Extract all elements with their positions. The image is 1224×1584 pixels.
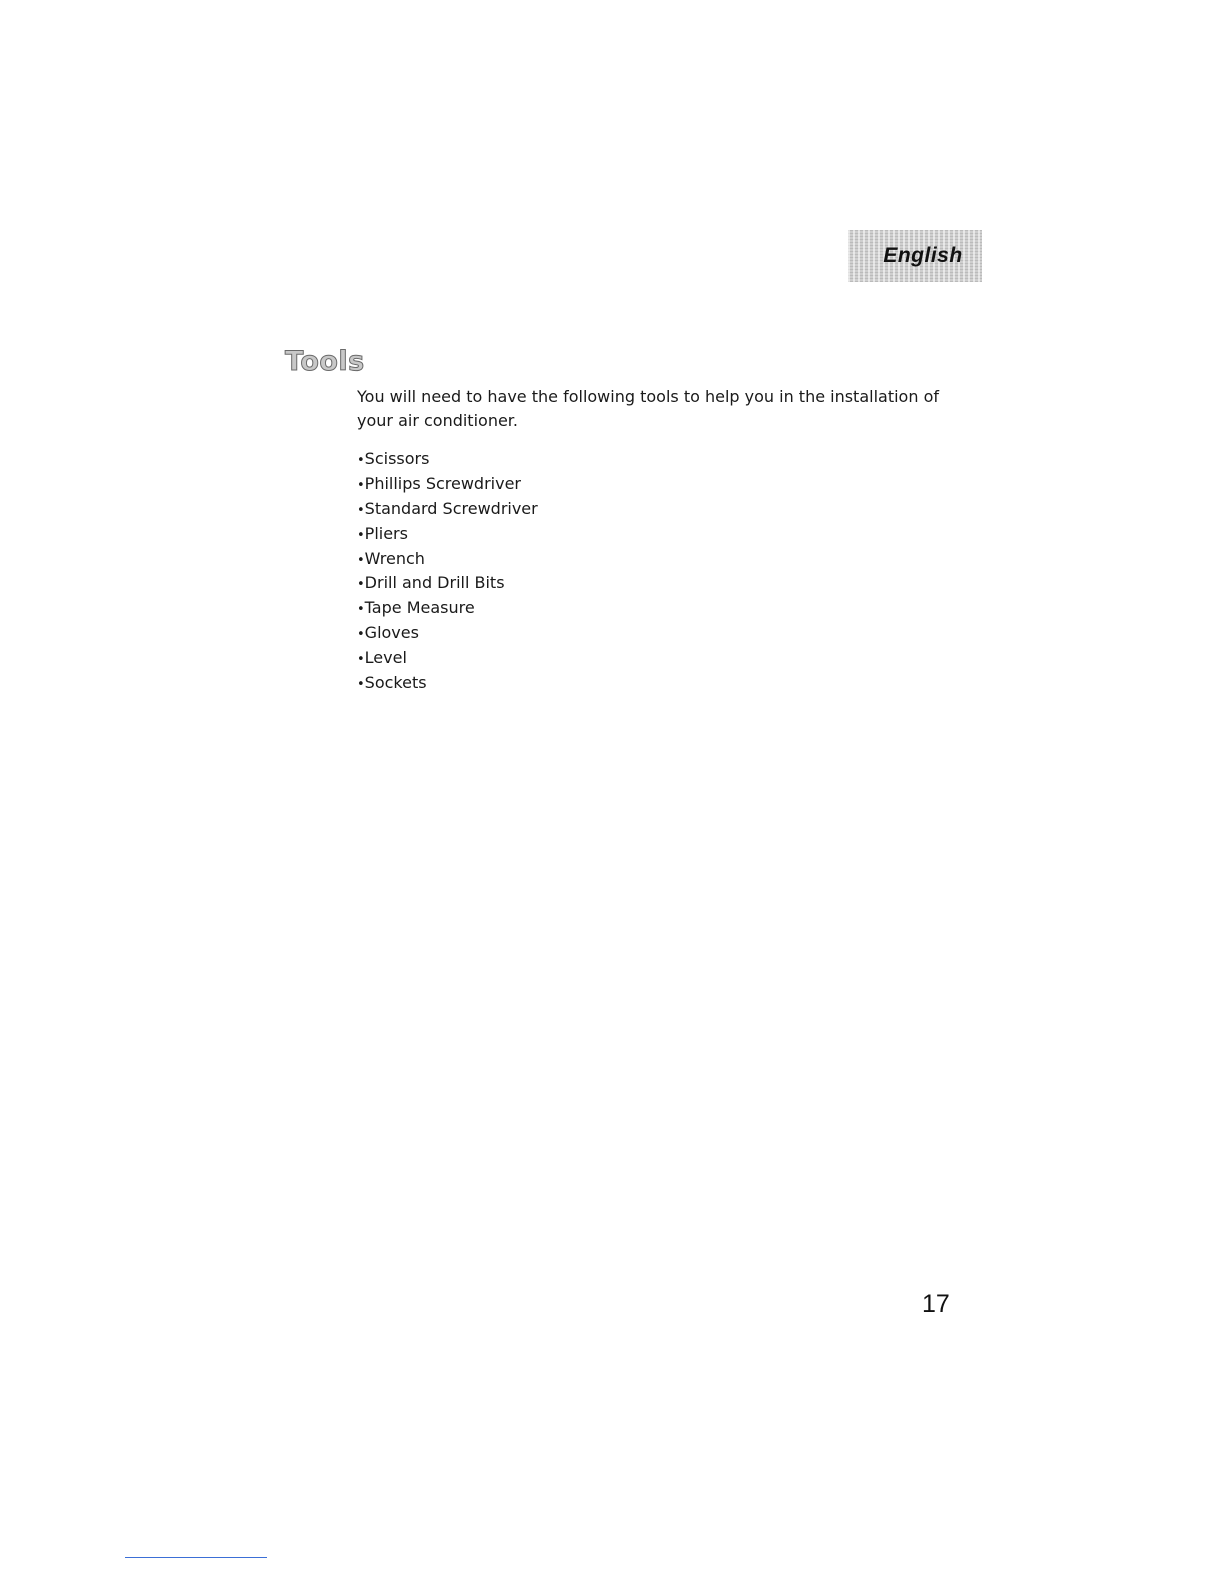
tools-list bbox=[357, 447, 538, 696]
tool-label: Tape Measure bbox=[364, 598, 475, 618]
tool-label: Drill and Drill Bits bbox=[364, 573, 505, 593]
tool-item bbox=[357, 646, 538, 671]
tool-label: Gloves bbox=[364, 623, 419, 643]
bullet-icon: • bbox=[357, 552, 365, 568]
bullet-icon: • bbox=[357, 527, 365, 543]
tool-label: Phillips Screwdriver bbox=[364, 473, 521, 493]
bullet-icon: • bbox=[357, 627, 365, 643]
tool-item bbox=[357, 621, 538, 646]
bullet-icon: • bbox=[357, 477, 365, 493]
bullet-icon: • bbox=[357, 502, 365, 518]
bullet-icon: • bbox=[357, 602, 365, 618]
language-tab bbox=[848, 230, 982, 282]
tool-item bbox=[357, 547, 538, 572]
page-number: 17 bbox=[922, 1290, 950, 1318]
tool-item bbox=[357, 571, 538, 596]
intro-paragraph: You will need to have the following tools to help you in the installation of your air conditioner. bbox=[357, 387, 939, 430]
tool-label: Scissors bbox=[364, 449, 430, 468]
bullet-icon: • bbox=[357, 677, 365, 693]
tool-label: Pliers bbox=[364, 523, 408, 543]
tool-item bbox=[357, 472, 538, 497]
language-tab-label: English bbox=[883, 244, 963, 267]
footer-rule bbox=[125, 1557, 267, 1558]
tool-item bbox=[357, 596, 538, 621]
section-title: Tools bbox=[285, 346, 365, 377]
tool-label: Standard Screwdriver bbox=[364, 498, 538, 518]
tool-item bbox=[357, 497, 538, 522]
tool-label: Wrench bbox=[364, 548, 425, 568]
bullet-icon: • bbox=[357, 453, 365, 468]
tool-item bbox=[357, 522, 538, 547]
bullet-icon: • bbox=[357, 652, 365, 668]
tool-item bbox=[357, 671, 538, 696]
bullet-icon: • bbox=[357, 577, 365, 593]
tool-item bbox=[357, 447, 538, 472]
tool-label: Level bbox=[364, 648, 407, 668]
tool-label: Sockets bbox=[364, 673, 427, 693]
